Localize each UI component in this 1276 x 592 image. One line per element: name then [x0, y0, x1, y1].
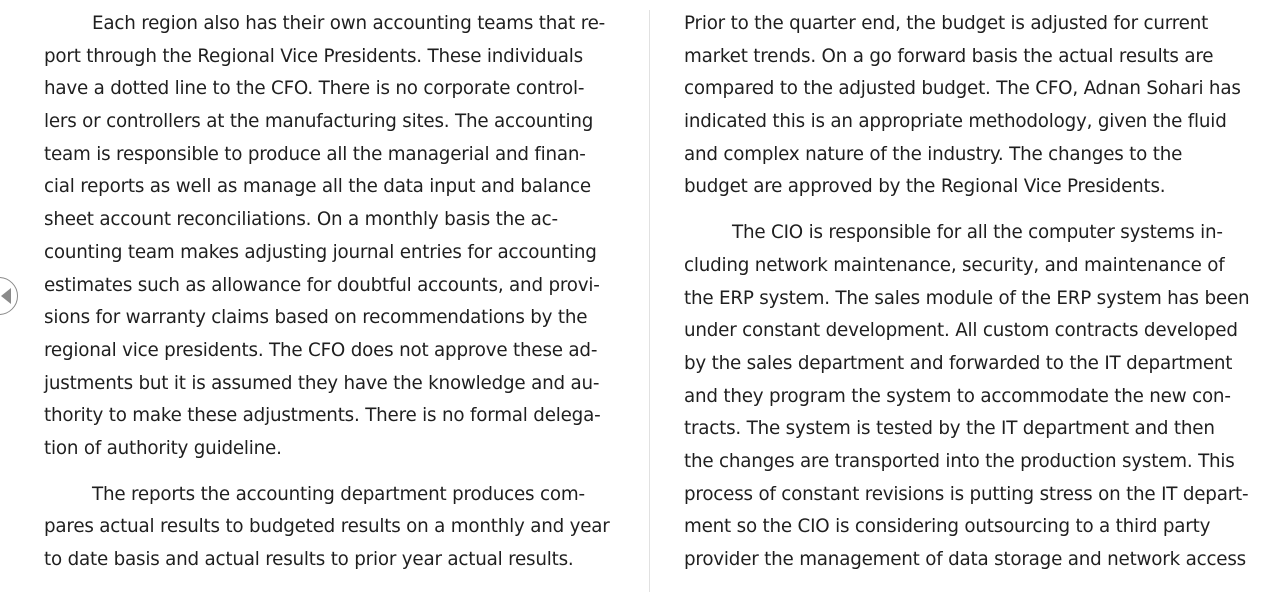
text-line: under constant development. All custom contracts developed	[684, 320, 1238, 342]
left-page-column	[44, 8, 616, 577]
text-line: budget are approved by the Regional Vice Presidents.	[684, 176, 1166, 198]
paragraph	[44, 479, 616, 577]
text-line: indicated this is an appropriate methodology, given the fluid	[684, 111, 1227, 133]
text-line: pares actual results to budgeted results on a monthly and year	[44, 516, 610, 538]
text-line: sheet account reconciliations. On a monthly basis the ac-	[44, 209, 558, 231]
text-line: Prior to the quarter end, the budget is adjusted for current	[684, 13, 1209, 34]
page-divider	[649, 10, 650, 592]
text-line: tracts. The system is tested by the IT department and then	[684, 418, 1215, 440]
text-line: ment so the CIO is considering outsourcing to a third party	[684, 516, 1211, 538]
text-line: Each region also has their own accounting teams that re-	[92, 13, 606, 34]
text-line: have a dotted line to the CFO. There is no corporate control-	[44, 78, 585, 100]
text-line: the changes are transported into the production system. This	[684, 450, 1235, 472]
previous-page-button[interactable]	[0, 277, 18, 315]
text-line: tion of authority guideline.	[44, 437, 282, 459]
text-line: counting team makes adjusting journal entries for accounting	[44, 241, 597, 263]
text-line: sions for warranty claims based on recommendations by the	[44, 307, 588, 329]
text-line: the ERP system. The sales module of the ERP system has been	[684, 287, 1250, 309]
paragraph	[684, 8, 1256, 204]
text-line: to date basis and actual results to prior year actual results.	[44, 549, 574, 570]
text-line: compared to the adjusted budget. The CFO, Adnan Sohari has	[684, 78, 1241, 100]
text-line: and complex nature of the industry. The changes to the	[684, 143, 1183, 165]
paragraph	[684, 217, 1256, 577]
paragraph-spacing	[44, 466, 616, 479]
text-line: The reports the accounting department produces com-	[92, 483, 585, 505]
text-line: justments but it is assumed they have the knowledge and au-	[44, 372, 600, 394]
triangle-left-icon	[1, 288, 11, 304]
text-line: The CIO is responsible for all the computer systems in-	[732, 222, 1223, 244]
text-line: by the sales department and forwarded to the IT department	[684, 352, 1233, 374]
paragraph-spacing	[684, 204, 1256, 217]
text-line: cluding network maintenance, security, and maintenance of	[684, 254, 1225, 276]
text-line: and they program the system to accommodate the new con-	[684, 385, 1231, 407]
text-line: process of constant revisions is putting stress on the IT depart-	[684, 483, 1249, 505]
text-line: provider the management of data storage and network access	[684, 549, 1247, 570]
text-line: team is responsible to produce all the managerial and finan-	[44, 143, 586, 165]
text-line: regional vice presidents. The CFO does not approve these ad-	[44, 339, 598, 361]
right-page-column	[684, 8, 1256, 577]
text-line: port through the Regional Vice Presidents. These individuals	[44, 45, 583, 67]
text-line: market trends. On a go forward basis the actual results are	[684, 45, 1214, 67]
paragraph	[44, 8, 616, 466]
text-line: thority to make these adjustments. There is no formal delega-	[44, 405, 601, 427]
text-line: estimates such as allowance for doubtful accounts, and provi-	[44, 274, 600, 296]
text-line: lers or controllers at the manufacturing sites. The accounting	[44, 111, 594, 133]
text-line: cial reports as well as manage all the data input and balance	[44, 176, 591, 198]
